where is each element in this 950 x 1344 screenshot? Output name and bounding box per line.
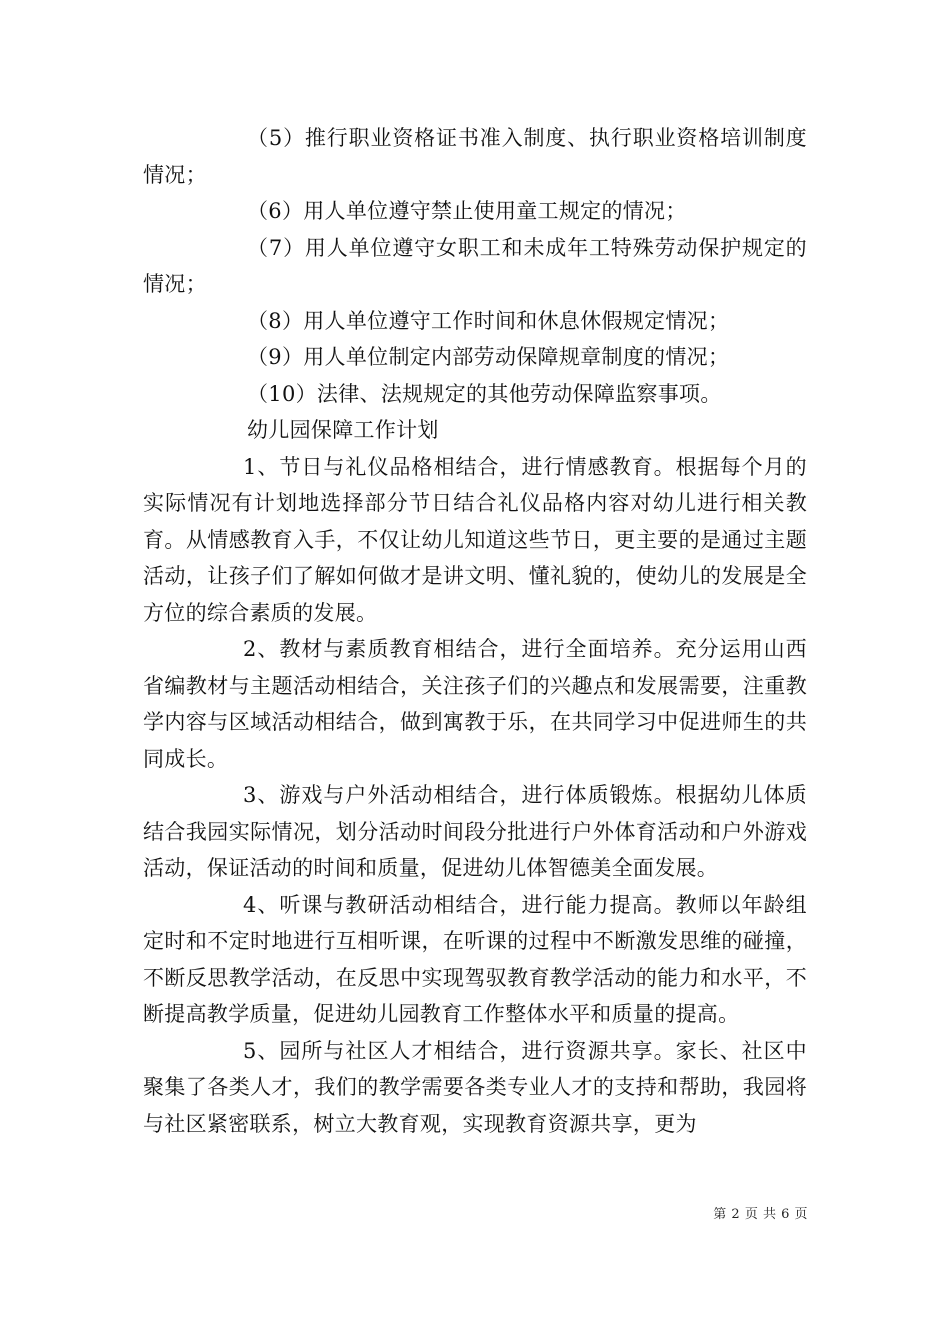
plan-paragraph-4: 4、听课与教研活动相结合，进行能力提高。教师以年龄组定时和不定时地进行互相听课，在听课的过程中不断激发思维的碰撞，不断反思教学活动，在反思中实现驾驭教育教学活动的能力和水平，不断提高教学质量，促进幼儿园教育工作整体水平和质量的提高。 [143,892,807,1026]
plan-paragraph-5: 5、园所与社区人才相结合，进行资源共享。家长、社区中聚集了各类人才，我们的教学需要各类专业人才的支持和帮助，我园将与社区紧密联系，树立大教育观，实现教育资源共享，更为 [143,1038,807,1136]
paragraph-item-10: （10）法律、法规规定的其他劳动保障监察事项。 [247,381,722,406]
page-number-footer: 第 2 页 共 6 页 [713,1207,808,1222]
section-heading: 幼儿园保障工作计划 [247,418,439,442]
paragraph-item-7: （7）用人单位遵守女职工和未成年工特殊劳动保护规定的情况； [143,235,807,296]
paragraph-item-8: （8）用人单位遵守工作时间和休息休假规定情况； [247,308,730,333]
plan-paragraph-2: 2、教材与素质教育相结合，进行全面培养。充分运用山西省编教材与主题活动相结合，关注孩子们的兴趣点和发展需要，注重教学内容与区域活动相结合，做到寓教于乐，在共同学习中促进师生的共同成长。 [143,637,807,771]
paragraph-item-5: （5）推行职业资格证书准入制度、执行职业资格培训制度情况； [143,126,807,187]
paragraph-item-6: （6）用人单位遵守禁止使用童工规定的情况； [247,199,687,223]
paragraph-item-9: （9）用人单位制定内部劳动保障规章制度的情况； [247,345,730,369]
plan-paragraph-3: 3、游戏与户外活动相结合，进行体质锻炼。根据幼儿体质结合我园实际情况，划分活动时间段分批进行户外体育活动和户外游戏活动，保证活动的时间和质量，促进幼儿体智德美全面发展。 [143,783,807,880]
plan-paragraph-1: 1、节日与礼仪品格相结合，进行情感教育。根据每个月的实际情况有计划地选择部分节日结合礼仪品格内容对幼儿进行相关教育。从情感教育入手，不仅让幼儿知道这些节日，更主要的是通过主题活动，让孩子们了解如何做才是讲文明、懂礼貌的，使幼儿的发展是全方位的综合素质的发展。 [143,454,807,625]
document-body [143,120,807,1142]
